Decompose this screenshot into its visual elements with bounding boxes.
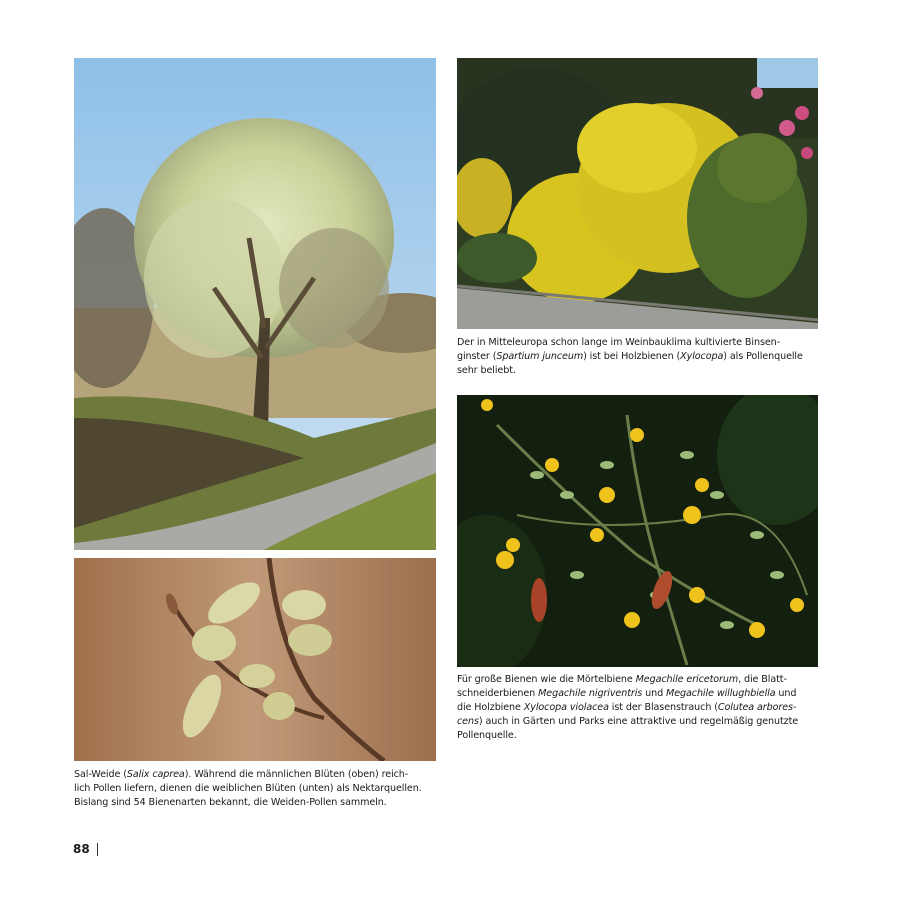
broom-caption-line-3: sehr beliebt. <box>457 365 516 376</box>
willow-caption-line-3: Bislang sind 54 Bienenarten bekannt, die Weiden-Pollen sammeln. <box>74 797 387 808</box>
broom-shrub-photo <box>457 58 818 329</box>
senna-caption-line-3: die Holzbiene Xylocopa violacea ist der Blasenstrauch (Colutea arbores- <box>457 702 797 713</box>
broom-caption <box>457 336 827 378</box>
colutea-arborescens-photo <box>457 395 818 667</box>
spanish-broom-hedge-photo <box>457 58 818 329</box>
willow-caption <box>74 768 444 810</box>
willow-tree-photo <box>74 58 436 550</box>
folio-divider <box>97 843 98 856</box>
senna-caption-line-2: schneiderbienen Megachile nigriventris und Megachile willughbiella und <box>457 688 797 699</box>
willow-catkins-closeup-photo <box>74 558 436 761</box>
bladder-senna-photo <box>457 395 818 667</box>
broom-caption-line-2: ginster (Spartium junceum) ist bei Holzbienen (Xylocopa) als Pollenquelle <box>457 351 803 362</box>
senna-caption-line-5: Pollenquelle. <box>457 730 517 741</box>
page-number: 88 <box>73 842 90 856</box>
willow-caption-line-2: lich Pollen liefern, dienen die weiblichen Blüten (unten) als Nektarquellen. <box>74 783 422 794</box>
senna-caption-line-1: Für große Bienen wie die Mörtelbiene Megachile ericetorum, die Blatt- <box>457 674 787 685</box>
senna-caption-line-4: cens) auch in Gärten und Parks eine attraktive und regelmäßig genutzte <box>457 716 799 727</box>
broom-caption-line-1: Der in Mitteleuropa schon lange im Weinbauklima kultivierte Binsen- <box>457 337 780 348</box>
willow-catkins-photo <box>74 558 436 761</box>
senna-caption <box>457 673 827 743</box>
willow-caption-line-1: Sal-Weide (Salix caprea). Während die männlichen Blüten (oben) reich- <box>74 769 409 780</box>
willow-tree-landscape-photo <box>74 58 436 550</box>
